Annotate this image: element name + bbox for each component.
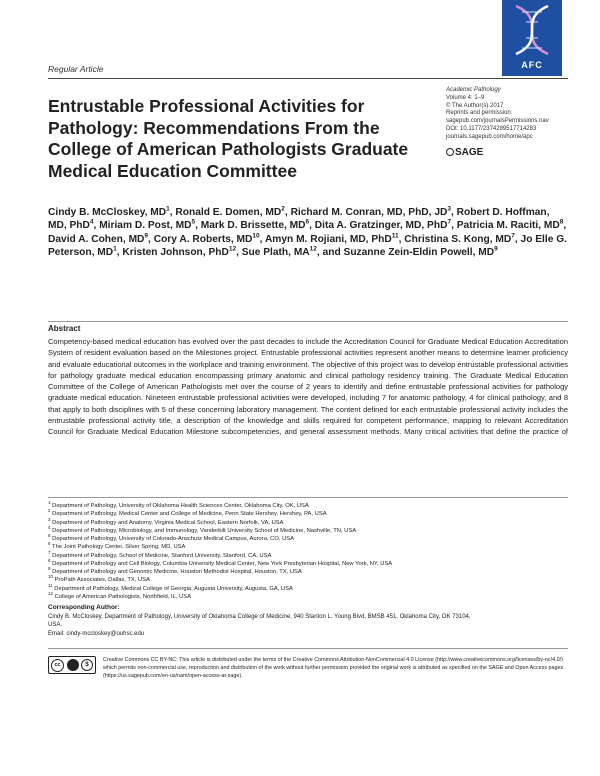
sage-ring-icon	[446, 148, 454, 156]
abstract-text: Competency-based medical education has evolved over the past decades to include the Accreditation Council for Graduate Medical Education Accreditation System of resident evaluation based on the Milestones project. Entrustable professional activities represent another means to determine learner proficiency and evaluate educational outcomes in the workplace and training environment. The objective of this project was to develop entrustable professional activities for pathology graduate medical education encompassing primary anatomic and clinical pathology residency training. The Graduate Medical Education Committee of the College of American Pathologists met over the course of 2 years to identify and define entrustable professional activities for pathology graduate medical education. Nineteen entrustable professional activities were developed, including 7 for anatomic pathology, 4 for clinical pathology, and 8 that apply to both disciplines with 5 of these concerning laboratory management. The content defined for each entrustable professional activity includes the entrustable professional activity title, a description of the knowledge and skills required for competent performance, mapping to relevant Accreditation Council for Graduate Medical Education Milestone subcompetencies, and general assessment methods. Many critical activities that define the practice of	[48, 337, 568, 437]
header-divider	[48, 78, 568, 79]
author-name[interactable]	[175, 207, 284, 218]
affiliation-text: Department of Pathology, Medical Center and College of Medicine, Penn State Hershey, Hershey, PA, USA	[52, 511, 327, 518]
author-affiliation-marker: 9	[144, 232, 149, 240]
author-affiliation-marker: 3	[447, 205, 451, 213]
affiliation-text: Department of Pathology and Anatomy, Virginia Medical School, Eastern Norfolk, VA, USA	[52, 519, 284, 526]
author-separator: ,	[169, 207, 176, 218]
author-affiliation-marker: 1	[113, 245, 117, 253]
author-separator: ,	[316, 247, 323, 259]
affiliation-list	[48, 502, 568, 601]
author-separator: ,	[514, 233, 521, 245]
affiliation-text: Department of Pathology and Genomic Medicine, Houston Methodist Hospital, Houston, TX, USA	[52, 569, 302, 575]
author-affiliation-marker: 5	[191, 219, 196, 227]
affiliation-text: Department of Pathology, University of Colorado-Anschutz Medical Campus, Aurora, CO, USA	[52, 536, 294, 542]
author-affiliation-marker: 8	[559, 219, 564, 227]
author-separator: ,	[195, 220, 201, 232]
affiliation-number: 7	[48, 549, 51, 555]
affiliation-item	[48, 557, 568, 568]
publisher-name: SAGE	[455, 147, 484, 158]
author-affiliation-marker: 1	[166, 205, 170, 213]
author-name[interactable]	[404, 234, 515, 245]
author-separator: ,	[236, 247, 242, 259]
affiliation-item	[48, 516, 568, 527]
affiliation-number: 5	[48, 533, 51, 539]
affiliation-number: 3	[48, 516, 51, 522]
author-name[interactable]	[201, 220, 309, 231]
author-separator: ,	[93, 220, 100, 232]
affiliation-number: 11	[48, 582, 53, 588]
author-separator: ,	[116, 247, 123, 259]
author-separator: ,	[398, 233, 405, 245]
author-name[interactable]	[48, 234, 148, 245]
author-name[interactable]	[99, 220, 195, 231]
journal-logo	[502, 0, 562, 76]
journal-name: Academic Pathology	[446, 87, 501, 93]
corresponding-email[interactable]: Email: cindy-mccloskey@ouhsc.edu	[48, 630, 145, 637]
author-name-text: Jo Elle G. Peterson, MD	[48, 233, 567, 259]
author-name[interactable]	[456, 219, 567, 232]
affiliation-number: 6	[48, 541, 51, 547]
article-title: Entrustable Professional Activities for Pathology: Recommendations From the College of American Pathologists Graduate Medical Education Committee	[48, 96, 409, 181]
author-affiliation-marker: 4	[89, 219, 94, 227]
affiliation-text: Department of Pathology, Microbiology, and Immunology, Vanderbilt University School of Medicine, Nashville, TN, USA	[52, 527, 357, 534]
author-name[interactable]	[48, 207, 170, 218]
author-name-text: Robert D. Hoffman, MD, PhD	[48, 207, 550, 232]
author-name[interactable]	[291, 207, 451, 218]
author-name-text: Sue Plath, MA	[241, 247, 310, 259]
noncommercial-icon: $	[81, 659, 93, 671]
author-name[interactable]	[323, 247, 498, 258]
author-separator: ,	[284, 207, 291, 218]
journal-permissions-link[interactable]: sagepub.com/journalsPermissions.nav	[446, 118, 549, 125]
author-separator: ,	[259, 233, 265, 245]
affiliation-item	[48, 510, 568, 518]
author-affiliation-marker: 2	[281, 205, 285, 213]
corresponding-author	[48, 604, 568, 638]
affiliation-item	[48, 549, 568, 560]
abstract-divider	[48, 321, 568, 322]
journal-reprints: Reprints and permission:	[446, 110, 513, 117]
author-name-text: Cindy B. McCloskey, MD	[48, 207, 167, 218]
affiliation-text: Department of Pathology, School of Medicine, Stanford University, Stanford, CA, USA	[52, 552, 272, 559]
author-name-text: Ronald E. Domen, MD	[175, 207, 282, 218]
affiliation-item	[48, 543, 568, 551]
author-affiliation-marker: 7	[447, 219, 452, 227]
author-name-text: Richard M. Conran, MD, PhD, JD	[290, 207, 448, 218]
corresponding-country: USA.	[48, 622, 63, 628]
license-divider	[48, 648, 568, 649]
author-name-text: Mark D. Brissette, MD	[200, 220, 306, 232]
affiliation-item	[48, 576, 568, 584]
license-text: Creative Commons CC BY-NC: This article is distributed under the terms of the Creative Commons Attribution-NonCommercial 4.0 License (http://www.creativecommons.org/licenses/by-nc/4.0/) which permits non-commercial use, reproduction and distribution of the work without further permission provided the original work is attributed as specified on the SAGE and Open Access pages (https://us.sagepub.com/en-us/nam/open-access-at-sage).	[103, 657, 564, 680]
affiliation-number: 2	[48, 508, 51, 514]
author-name-text: Dita A. Gratzinger, MD, PhD	[314, 220, 448, 232]
journal-home-link[interactable]: journals.sagepub.com/home/apc	[446, 133, 533, 140]
author-separator: ,	[451, 220, 457, 232]
author-affiliation-marker: 12	[309, 245, 317, 253]
affiliation-text: ProPath Associates, Dallas, TX, USA	[54, 577, 150, 584]
corresponding-heading: Corresponding Author:	[48, 604, 120, 611]
author-separator: ,	[148, 233, 154, 245]
journal-info	[446, 87, 576, 142]
affiliation-item	[48, 502, 568, 510]
affiliation-item	[48, 568, 568, 576]
affiliations-divider	[48, 497, 568, 498]
affiliation-text: The Joint Pathology Center, Silver Spring, MD, USA	[52, 544, 186, 551]
author-list	[48, 206, 568, 260]
author-name-text: David A. Cohen, MD	[48, 233, 145, 245]
affiliation-number: 8	[48, 557, 51, 563]
author-name[interactable]	[265, 234, 399, 245]
abstract-heading: Abstract	[48, 324, 81, 333]
affiliation-text: College of American Pathologists, Northfield, IL, USA	[54, 593, 191, 600]
affiliation-text: Department of Pathology, University of Oklahoma Health Sciences Center, Oklahoma City, OK, USA	[52, 503, 309, 509]
journal-volume: Volume 4: 1–9	[446, 94, 485, 101]
author-affiliation-marker: 10	[252, 232, 260, 240]
affiliation-number: 1	[48, 500, 51, 506]
author-name-text: Kristen Johnson, PhD	[122, 247, 229, 259]
article-type: Regular Article	[48, 64, 104, 74]
author-name[interactable]	[315, 220, 451, 231]
author-name-text: Miriam D. Post, MD	[99, 220, 192, 232]
affiliation-item	[48, 590, 568, 601]
logo-label: AFC	[521, 60, 543, 70]
author-affiliation-marker: 12	[228, 245, 237, 253]
affiliation-item	[48, 524, 568, 535]
affiliation-text: Department of Pathology and Cell Biology, Columbia University Medical Center, New York Presbyterian Hospital, New York, NY, USA	[52, 560, 393, 567]
affiliation-number: 9	[48, 566, 51, 572]
author-name[interactable]	[242, 247, 317, 258]
author-separator: ,	[563, 220, 567, 232]
author-name[interactable]	[154, 234, 260, 245]
author-name-text: and Suzanne Zein-Eldin Powell, MD	[322, 247, 495, 259]
author-affiliation-marker: 7	[511, 232, 515, 240]
author-name-text: Cory A. Roberts, MD	[153, 233, 253, 245]
publisher-logo	[446, 147, 483, 158]
journal-doi[interactable]: DOI: 10.1177/2374289517714283	[446, 125, 537, 132]
attribution-icon	[67, 659, 79, 671]
affiliation-number: 12	[48, 590, 54, 596]
author-separator: ,	[309, 220, 315, 232]
author-affiliation-marker: 9	[494, 245, 498, 253]
dna-helix-icon	[502, 0, 562, 60]
author-name-text: Christina S. Kong, MD	[404, 233, 512, 245]
affiliation-item	[48, 535, 568, 543]
author-name-text: Amyn M. Rojiani, MD, PhD	[264, 233, 392, 245]
author-affiliation-marker: 11	[391, 232, 399, 240]
author-name-text: Patricia M. Raciti, MD	[456, 220, 560, 232]
affiliation-text: Department of Pathology, Medical College of Georgia, Augusta University, Augusta, GA, USA	[54, 585, 293, 592]
affiliation-number: 4	[48, 524, 51, 530]
affiliation-item	[48, 582, 568, 593]
author-separator: ,	[450, 207, 457, 218]
creative-commons-icon: cc	[51, 659, 64, 672]
author-name[interactable]	[122, 247, 236, 258]
journal-copyright: © The Author(s) 2017	[446, 102, 504, 109]
cc-by-nc-badge[interactable]	[48, 656, 96, 674]
author-affiliation-marker: 6	[305, 219, 310, 227]
corresponding-address: Cindy B. McCloskey, Department of Pathology, University of Oklahoma College of Medicine, 940 Stanton L. Young Blvd, BMSB 451, Oklahoma City, OK 73104,	[48, 613, 471, 620]
affiliation-number: 10	[48, 574, 54, 580]
